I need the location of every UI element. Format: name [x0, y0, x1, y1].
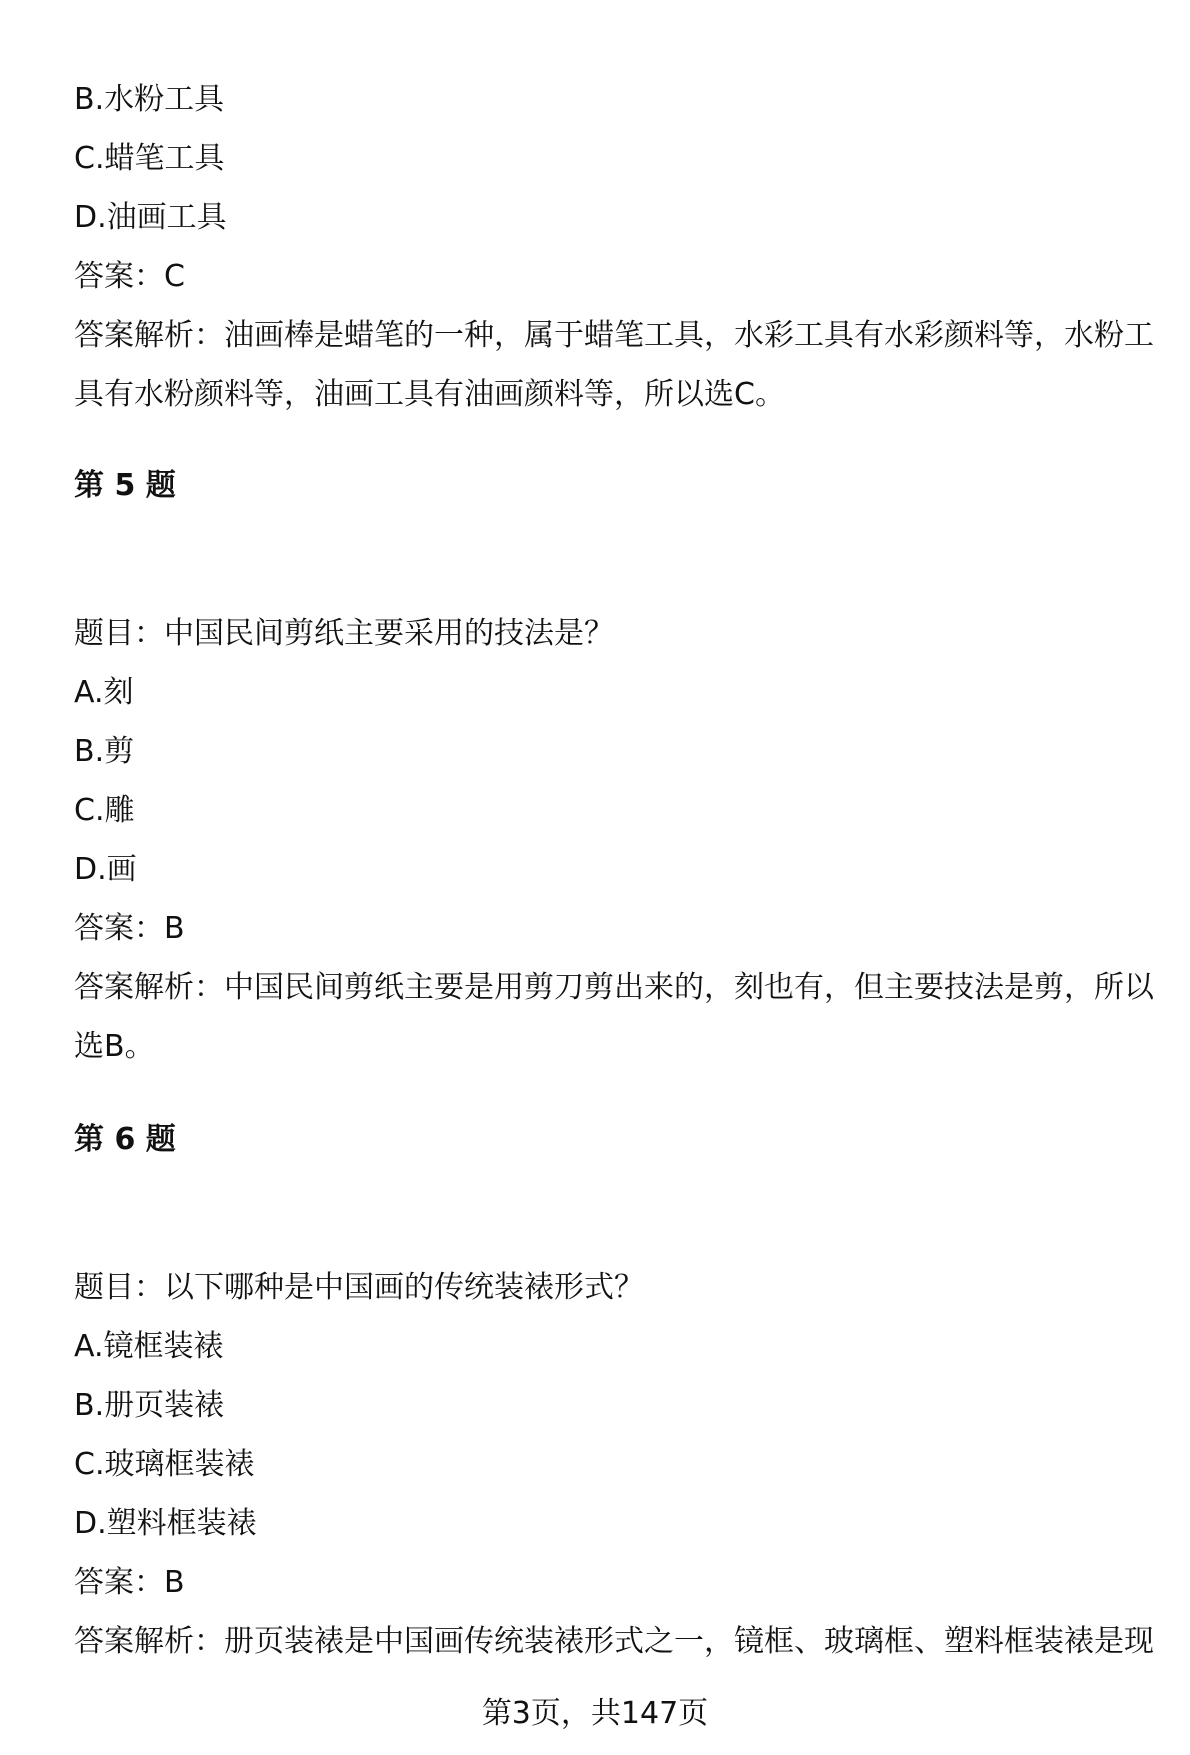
question-5-analysis: 答案解析：中国民间剪纸主要是用剪刀剪出来的，刻也有，但主要技法是剪，所以 — [74, 970, 1154, 1005]
page-number: 第3页，共147页 — [481, 1696, 709, 1731]
question-6-option-d: D.塑料框装裱 — [74, 1506, 257, 1541]
option-b: B.水粉工具 — [74, 82, 225, 117]
option-d: D.油画工具 — [74, 200, 227, 235]
question-5-heading: 第 5 题 — [74, 468, 176, 503]
answer-analysis-continued: 具有水粉颜料等，油画工具有油画颜料等，所以选C。 — [74, 377, 785, 412]
question-6-answer: 答案：B — [74, 1565, 185, 1600]
question-6-option-a: A.镜框装裱 — [74, 1329, 224, 1364]
question-6-option-b: B.册页装裱 — [74, 1388, 225, 1423]
question-5-option-a: A.刻 — [74, 675, 134, 710]
answer-analysis: 答案解析：油画棒是蜡笔的一种，属于蜡笔工具，水彩工具有水彩颜料等，水粉工 — [74, 318, 1154, 353]
question-5-answer: 答案：B — [74, 911, 185, 946]
question-6-analysis: 答案解析：册页装裱是中国画传统装裱形式之一，镜框、玻璃框、塑料框装裱是现 — [74, 1624, 1154, 1659]
question-6-text: 题目：以下哪种是中国画的传统装裱形式？ — [74, 1270, 644, 1305]
question-6-heading: 第 6 题 — [74, 1122, 176, 1157]
question-5-text: 题目：中国民间剪纸主要采用的技法是？ — [74, 616, 614, 651]
question-5-option-b: B.剪 — [74, 734, 135, 769]
question-5-analysis-continued: 选B。 — [74, 1029, 155, 1064]
question-5-option-d: D.画 — [74, 852, 137, 887]
option-c: C.蜡笔工具 — [74, 141, 225, 176]
question-5-option-c: C.雕 — [74, 793, 135, 828]
answer: 答案：C — [74, 259, 185, 294]
question-6-option-c: C.玻璃框装裱 — [74, 1447, 255, 1482]
